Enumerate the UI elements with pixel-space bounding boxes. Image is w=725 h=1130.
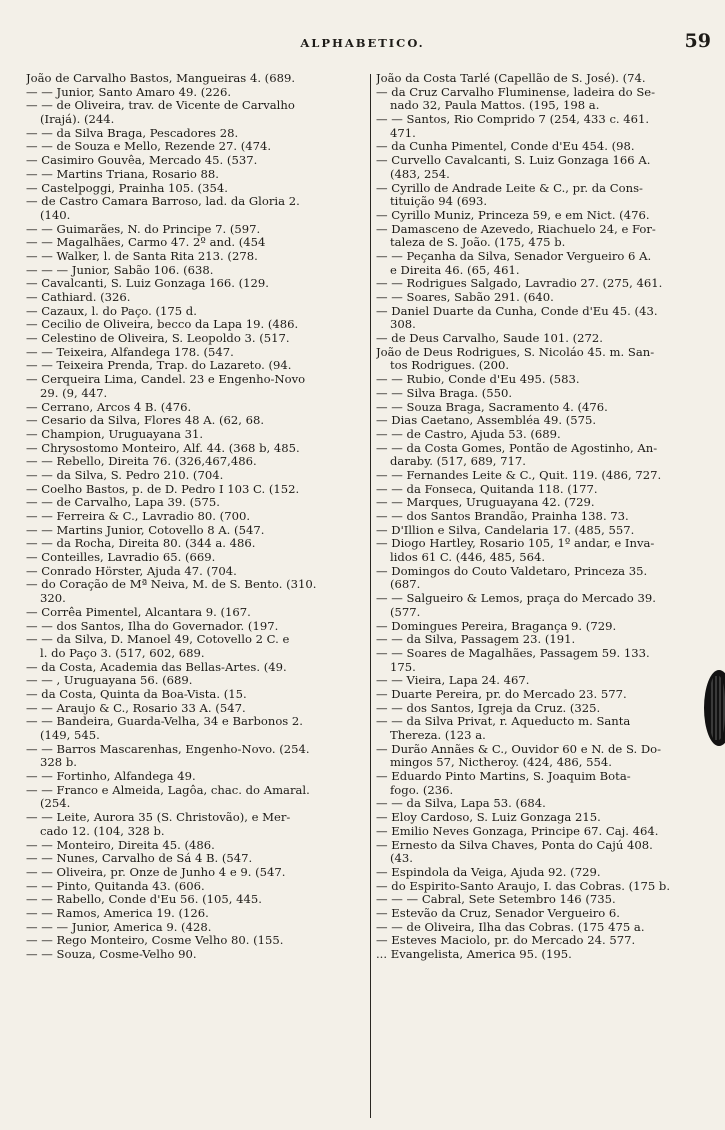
entry-line: — Eduardo Pinto Martins, S. Joaquim Bota- <box>376 770 631 784</box>
entry-line: — — Bandeira, Guarda-Velha, 34 e Barbonos 2. <box>26 715 303 729</box>
entry-line: — — , Uruguayana 56. (689. <box>26 674 193 688</box>
entry-line: — — Souza, Cosme-Velho 90. <box>26 948 197 961</box>
entry-line: — do Espirito-Santo Araujo, I. das Cobras. (175 b. <box>376 879 671 893</box>
entry-line: — — da Silva, D. Manoel 49, Cotovello 2 C. e <box>26 633 290 647</box>
entry-line: — — Santos, Rio Comprido 7 (254, 433 c. 461. <box>376 113 650 127</box>
entry-line: — Daniel Duarte da Cunha, Conde d'Eu 45. (43. <box>376 304 658 318</box>
entry-line: — — Fortinho, Alfandega 49. <box>26 770 196 784</box>
entry-line: — — da Fonseca, Quitanda 118. (177. <box>376 482 598 496</box>
entry-line: 308. <box>390 318 416 332</box>
entry-line: — Eloy Cardoso, S. Luiz Gonzaga 215. <box>376 811 601 825</box>
entry-line: — — Souza Braga, Sacramento 4. (476. <box>376 400 608 414</box>
entry-line: — — — Junior, Sabão 106. (638. <box>26 263 214 277</box>
entry-line: — — Ferreira & C., Lavradio 80. (700. <box>26 510 251 523</box>
page-header <box>0 30 725 54</box>
entry-line: — Curvello Cavalcanti, S. Luiz Gonzaga 166 A. <box>376 154 651 168</box>
entry-line: — — Leite, Aurora 35 (S. Christovão), e Mer- <box>26 811 291 825</box>
entry-line: — — Rebello, Direita 76. (326,467,486. <box>26 455 257 469</box>
entry-line: — — de Oliveira, Ilha das Cobras. (175 475 a. <box>376 920 645 934</box>
entry-line: — — Oliveira, pr. Onze de Junho 4 e 9. (547. <box>26 865 286 879</box>
entry-line: — — dos Santos, Ilha do Governador. (197. <box>26 619 279 633</box>
entry-line: — — da Rocha, Direita 80. (344 a. 486. <box>26 537 256 551</box>
entry-line: lidos 61 C. (446, 485, 564. <box>390 551 546 565</box>
entry-line: 320. <box>40 592 66 606</box>
entry-line: 328 b. <box>40 756 77 770</box>
entry-line: — — Peçanha da Silva, Senador Vergueiro 6 A. <box>376 249 652 263</box>
entry-line: — Cerrano, Arcos 4 B. (476. <box>26 400 192 414</box>
entry-line: — — Martins Triana, Rosario 88. <box>26 167 219 181</box>
entry-line: — Ernesto da Silva Chaves, Ponta do Cajú 408. <box>376 838 653 852</box>
entry-line: l. do Paço 3. (517, 602, 689. <box>40 646 205 660</box>
entry-line: — — Rubio, Conde d'Eu 495. (583. <box>376 373 580 387</box>
entry-line: — Domingues Pereira, Bragança 9. (729. <box>376 619 617 633</box>
entry-line: — — da Silva Braga, Pescadores 28. <box>26 126 239 140</box>
page-number: 59 <box>684 30 711 52</box>
entry-line: fogo. (236. <box>390 783 454 797</box>
entry-line: (483, 254. <box>390 167 450 181</box>
entry-line: — da Cruz Carvalho Fluminense, ladeira do Se- <box>376 85 656 99</box>
entry-line: — — Martins Junior, Cotovello 8 A. (547. <box>26 523 265 537</box>
entry-line: — Domingos do Couto Valdetaro, Princeza 35. <box>376 564 648 578</box>
left-column <box>26 72 368 1122</box>
entry-line: — — Junior, Santo Amaro 49. (226. <box>26 85 232 99</box>
binding-edge-stripes <box>709 676 725 740</box>
entry-line: João da Costa Tarlé (Capellão de S. José). (74. <box>376 72 646 85</box>
entry-line: — — Teixeira, Alfandega 178. (547. <box>26 345 234 359</box>
entry-line: (254. <box>40 797 71 811</box>
entry-line: 29. (9, 447. <box>40 386 108 400</box>
entry-line: — Celestino de Oliveira, S. Leopoldo 3. (517. <box>26 332 290 346</box>
entry-line: — — Rego Monteiro, Cosme Velho 80. (155. <box>26 934 284 948</box>
entry-line: — Cazaux, l. do Paço. (175 d. <box>26 304 197 318</box>
entry-line: — — de Carvalho, Lapa 39. (575. <box>26 496 220 510</box>
entry-line: — Cavalcanti, S. Luiz Gonzaga 166. (129. <box>26 277 269 291</box>
entry-line: — — da Silva Privat, r. Aqueducto m. Santa <box>376 715 631 729</box>
entry-line: (140. <box>40 208 71 222</box>
entry-line: — Diogo Hartley, Rosario 105, 1º andar, e Inva- <box>376 537 655 551</box>
entry-line: — — da Silva, Lapa 53. (684. <box>376 797 546 811</box>
entry-line: (149, 545. <box>40 729 100 742</box>
entry-line: — — Araujo & C., Rosario 33 A. (547. <box>26 701 246 715</box>
entry-line: (Irajá). (244. <box>40 113 115 127</box>
entry-line: — — da Silva, Passagem 23. (191. <box>376 633 576 647</box>
entry-line: mingos 57, Nictheroy. (424, 486, 554. <box>390 756 612 770</box>
entry-line: — — Nunes, Carvalho de Sá 4 B. (547. <box>26 852 253 866</box>
entry-line: — — Soares de Magalhães, Passagem 59. 133. <box>376 646 650 660</box>
entry-line: — — Guimarães, N. do Principe 7. (597. <box>26 222 261 236</box>
entry-line: — Durão Annães & C., Ouvidor 60 e N. de S. Do- <box>376 742 662 756</box>
entry-line: — da Costa, Quinta da Boa-Vista. (15. <box>26 687 247 701</box>
entry-line: — D'Illion e Silva, Candelaria 17. (485, 557. <box>376 523 635 537</box>
entry-line: — Damasceno de Azevedo, Riachuelo 24, e For- <box>376 222 656 236</box>
entry-line: ... Evangelista, America 95. (195. <box>376 948 572 961</box>
entry-line: — do Coração de Mª Neiva, M. de S. Bento. (310. <box>26 578 317 592</box>
entry-line: nado 32, Paula Mattos. (195, 198 a. <box>390 99 600 113</box>
entry-line: — — Pinto, Quitanda 43. (606. <box>26 879 205 893</box>
entry-line: — Castelpoggi, Prainha 105. (354. <box>26 181 228 195</box>
entry-line: (43. <box>390 852 413 866</box>
entry-line: (577. <box>390 605 421 619</box>
entry-line: — — de Oliveira, trav. de Vicente de Carvalho <box>26 99 295 113</box>
entry-line: — Emilio Neves Gonzaga, Principe 67. Caj. 464. <box>376 824 659 838</box>
entry-line: — Casimiro Gouvêa, Mercado 45. (537. <box>26 154 258 168</box>
entry-line: — — Barros Mascarenhas, Engenho-Novo. (254. <box>26 742 310 756</box>
entry-line: — Estevão da Cruz, Senador Vergueiro 6. <box>376 906 620 920</box>
entry-line: — — dos Santos, Igreja da Cruz. (325. <box>376 701 601 715</box>
entry-line: — — Rodrigues Salgado, Lavradio 27. (275, 461. <box>376 277 663 291</box>
entry-line: — — Teixeira Prenda, Trap. do Lazareto. (94. <box>26 359 292 373</box>
entry-line: — — Fernandes Leite & C., Quit. 119. (486, 727. <box>376 468 662 482</box>
entry-line: — — de Souza e Mello, Rezende 27. (474. <box>26 140 272 154</box>
entry-line: — — da Costa Gomes, Pontão de Agostinho, An- <box>376 441 658 455</box>
entry-line: — Champion, Uruguayana 31. <box>26 427 204 441</box>
column-divider <box>370 74 371 1118</box>
entry-line: — Cecilio de Oliveira, becco da Lapa 19. (486. <box>26 318 299 332</box>
running-title: ALPHABETICO. <box>300 36 425 50</box>
entry-line: taleza de S. João. (175, 475 b. <box>390 236 566 250</box>
entry-line: — Cesario da Silva, Flores 48 A. (62, 68. <box>26 414 265 428</box>
entry-line: — Duarte Pereira, pr. do Mercado 23. 577. <box>376 687 627 701</box>
entry-line: daraby. (517, 689, 717. <box>390 455 526 469</box>
entry-line: — da Costa, Academia das Bellas-Artes. (49. <box>26 660 287 674</box>
entry-line: — de Castro Camara Barroso, lad. da Gloria 2. <box>26 195 300 209</box>
entry-line: — — Soares, Sabão 291. (640. <box>376 291 554 304</box>
entry-line: — — Franco e Almeida, Lagôa, chac. do Amaral. <box>26 783 310 797</box>
entry-line: — — Magalhães, Carmo 47. 2º and. (454 <box>26 236 266 250</box>
entry-line: — — da Silva, S. Pedro 210. (704. <box>26 468 224 482</box>
entry-line: — — Salgueiro & Lemos, praça do Mercado 39. <box>376 592 656 606</box>
entry-line: — — Marques, Uruguayana 42. (729. <box>376 496 595 510</box>
entry-line: 175. <box>390 660 416 674</box>
entry-line: João de Carvalho Bastos, Mangueiras 4. (689. <box>26 72 296 85</box>
entry-line: — — Vieira, Lapa 24. 467. <box>376 674 530 688</box>
entry-line: — — Silva Braga. (550. <box>376 386 513 400</box>
entry-line: — Cathiard. (326. <box>26 291 131 304</box>
entry-line: Thereza. (123 a. <box>390 729 486 742</box>
entry-line: João de Deus Rodrigues, S. Nicoláo 45. m. San- <box>376 345 655 359</box>
entry-line: — Dias Caetano, Assembléa 49. (575. <box>376 414 597 428</box>
entry-line: — Conteilles, Lavradio 65. (669. <box>26 551 216 565</box>
entry-line: — Cyrillo de Andrade Leite & C., pr. da Cons- <box>376 181 643 195</box>
entry-line: — — — Junior, America 9. (428. <box>26 920 212 934</box>
entry-line: — — Monteiro, Direita 45. (486. <box>26 838 215 852</box>
right-column <box>376 72 712 1122</box>
entry-line: — Conrado Hörster, Ajuda 47. (704. <box>26 564 237 578</box>
entry-line: — Espindola da Veiga, Ajuda 92. (729. <box>376 865 601 879</box>
entry-line: — Coelho Bastos, p. de D. Pedro I 103 C. (152. <box>26 482 300 496</box>
entry-line: — — Walker, l. de Santa Rita 213. (278. <box>26 249 258 263</box>
entry-line: (687. <box>390 578 421 592</box>
entry-line: 471. <box>390 126 416 140</box>
entry-line: e Direita 46. (65, 461. <box>390 263 520 277</box>
entry-line: tos Rodrigues. (200. <box>390 359 510 373</box>
entry-line: — — — Cabral, Sete Setembro 146 (735. <box>376 893 616 907</box>
entry-line: — — dos Santos Brandão, Prainha 138. 73. <box>376 510 629 523</box>
entry-line: — — Ramos, America 19. (126. <box>26 906 209 920</box>
entry-line: — Chrysostomo Monteiro, Alf. 44. (368 b, 485. <box>26 441 300 455</box>
entry-line: — Esteves Maciolo, pr. do Mercado 24. 577. <box>376 934 636 948</box>
entry-line: — — de Castro, Ajuda 53. (689. <box>376 427 561 441</box>
entry-line: — Cyrillo Muniz, Princeza 59, e em Nict. (476. <box>376 208 650 222</box>
entry-line: — da Cunha Pimentel, Conde d'Eu 454. (98. <box>376 140 635 154</box>
entry-line: cado 12. (104, 328 b. <box>40 824 165 838</box>
entry-line: — de Deus Carvalho, Saude 101. (272. <box>376 332 603 346</box>
entry-line: tituição 94 (693. <box>390 195 488 209</box>
entry-line: — Corrêa Pimentel, Alcantara 9. (167. <box>26 605 251 619</box>
entry-line: — — Rabello, Conde d'Eu 56. (105, 445. <box>26 893 262 907</box>
entry-line: — Cerqueira Lima, Candel. 23 e Engenho-Novo <box>26 373 306 387</box>
